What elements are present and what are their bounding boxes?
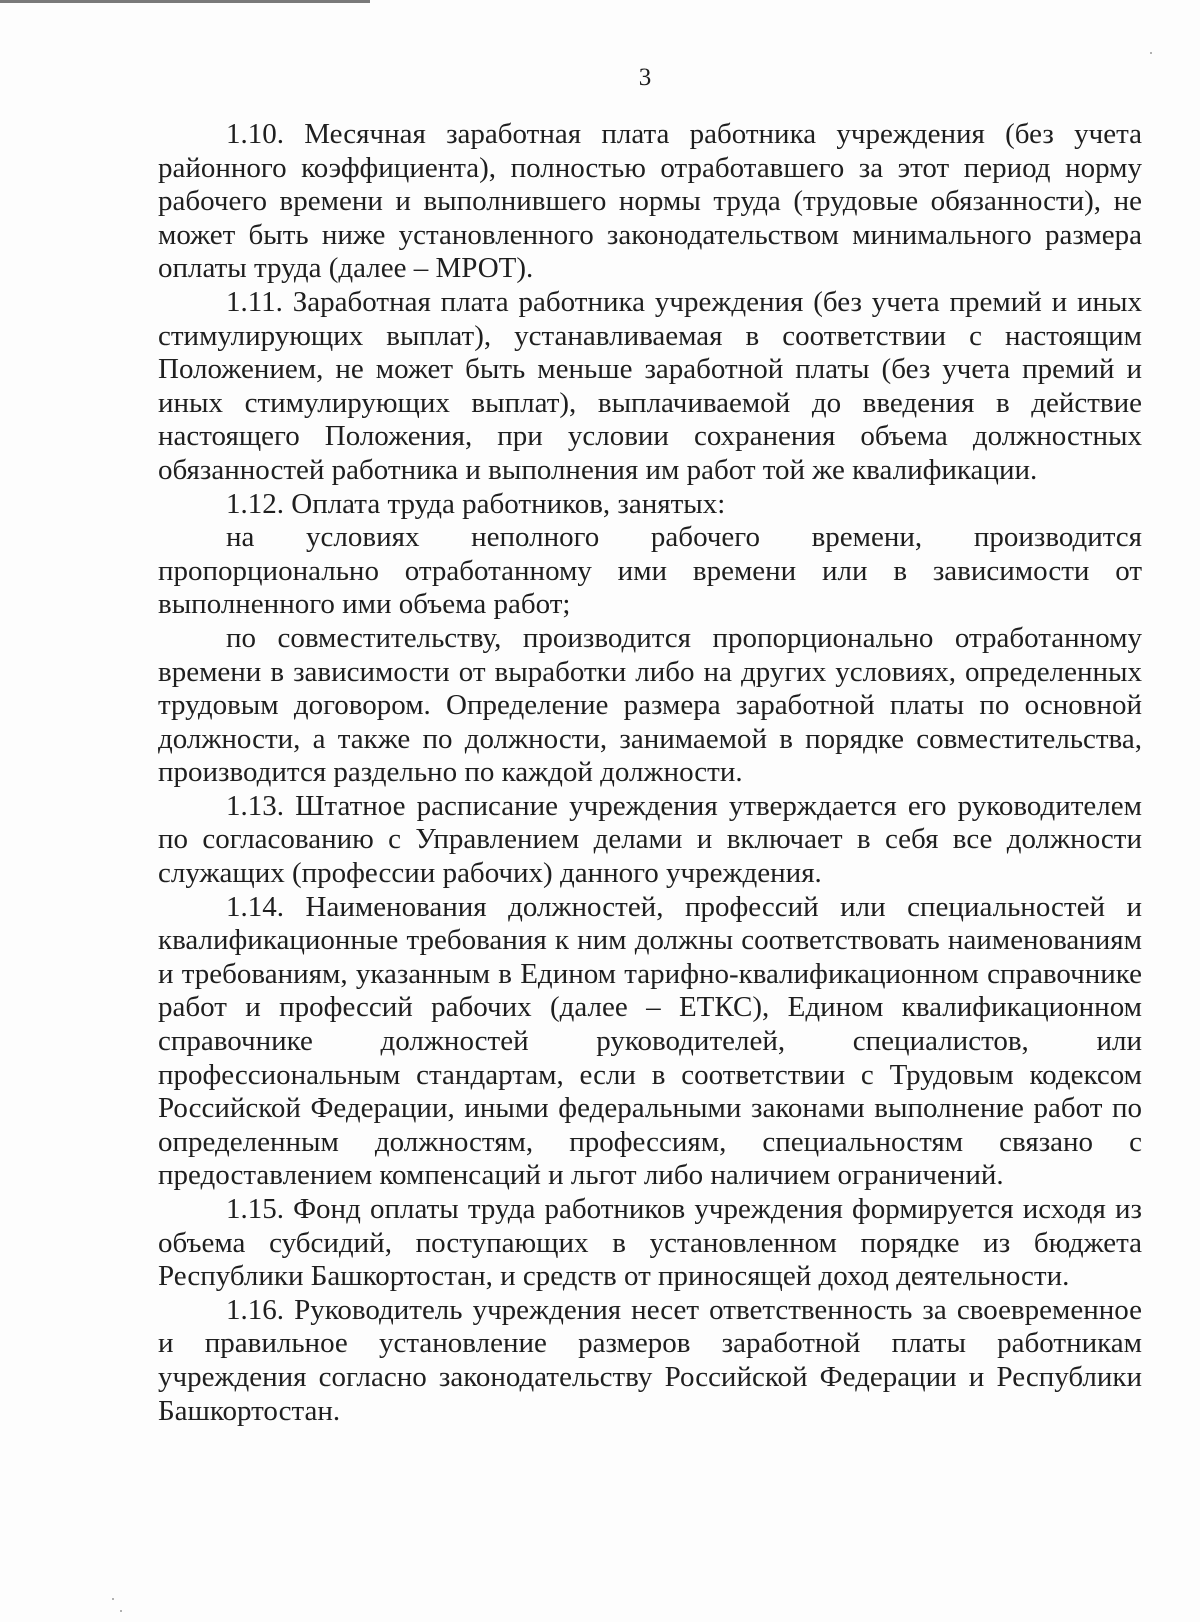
scan-speck (120, 1610, 122, 1612)
paragraph-1-12-part-time: на условиях неполного рабочего времени, производится пропорционально отработанному ими времени или в зависимости от выполненного ими объема работ; (158, 521, 1142, 621)
paragraph-1-12-combination: по совместительству, производится пропорционально отработанному времени в зависимости от выработки либо на других условиях, определенных трудовым договором. Определение размера заработной платы по основной должности, а также по должности, занимаемой в порядке совместительства, производится раздельно по каждой должности. (158, 621, 1142, 789)
paragraph-1-16: 1.16. Руководитель учреждения несет ответственность за своевременное и правильное установление размеров заработной платы работникам учреждения согласно законодательству Российской Федерации и Республики Башкортостан. (158, 1293, 1142, 1427)
paragraph-1-13: 1.13. Штатное расписание учреждения утверждается его руководителем по согласованию с Управлением делами и включает в себя все должности служащих (профессии рабочих) данного учреждения. (158, 789, 1142, 890)
paragraph-1-10: 1.10. Месячная заработная плата работника учреждения (без учета районного коэффициента), полностью отработавшего за этот период норму рабочего времени и выполнившего нормы труда (трудовые обязанности), не может быть ниже установленного законодательством минимального размера оплаты труда (далее – МРОТ). (158, 118, 1142, 285)
paragraph-1-11: 1.11. Заработная плата работника учреждения (без учета премий и иных стимулирующих выплат), устанавливаемая в соответствии с настоящим Положением, не может быть меньше заработной платы (без учета премий и иных стимулирующих выплат), выплачиваемой до введения в действие настоящего Положения, при условии сохранения объема должностных обязанностей работника и выполнения им работ той же квалификации. (158, 285, 1142, 486)
paragraph-1-15: 1.15. Фонд оплаты труда работников учреждения формируется исходя из объема субсидий, поступающих в установленном порядке из бюджета Республики Башкортостан, и средств от приносящей доход деятельности. (158, 1193, 1142, 1293)
paragraph-1-12: 1.12. Оплата труда работников, занятых: (226, 487, 726, 520)
scan-speck (1150, 52, 1152, 54)
document-body (158, 118, 1142, 1428)
page-number: 3 (638, 64, 652, 91)
scan-edge-top (0, 0, 370, 3)
paragraph-1-14: 1.14. Наименования должностей, профессий или специальностей и квалификационные требования к ним должны соответствовать наименованиям и требованиям, указанным в Едином тарифно-квалификационном справочнике работ и профессий рабочих (далее – ЕТКС), Едином квалификационном справочнике должностей руководителей, специалистов, или профессиональным стандартам, если в соответствии с Трудовым кодексом Российской Федерации, иными федеральными законами выполнение работ по определенным должностям, профессиям, специальностям связано с предоставлением компенсаций и льгот либо наличием ограничений. (158, 890, 1142, 1192)
scan-speck (112, 1598, 114, 1600)
